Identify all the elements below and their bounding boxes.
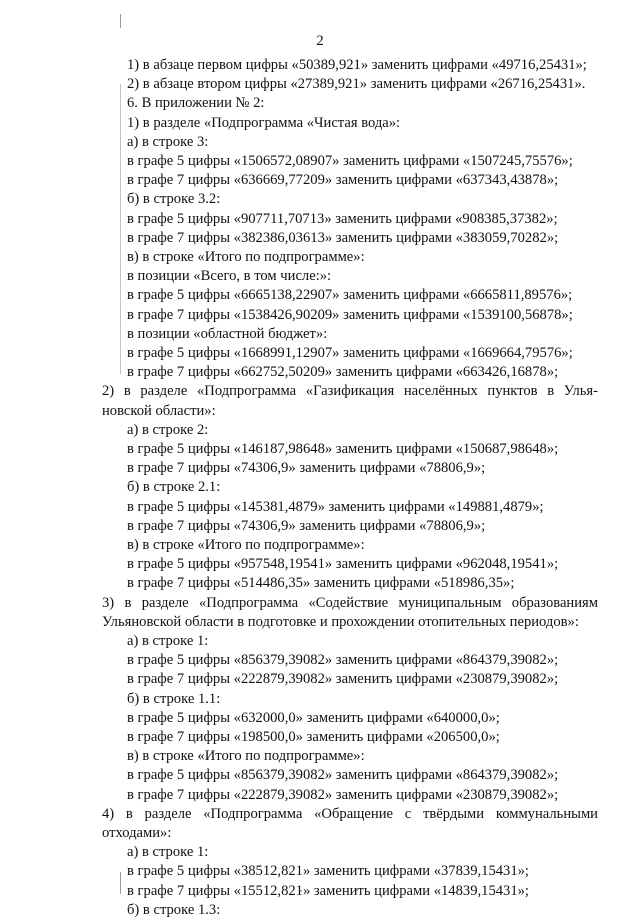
text-line: в графе 5 цифры «145381,4879» заменить цифрами «149881,4879»; <box>127 499 544 515</box>
text-line: б) в строке 1.1: <box>127 691 221 707</box>
page-number: 2 <box>316 33 324 49</box>
text-line: в графе 5 цифры «6665138,22907» заменить цифрами «6665811,89576»; <box>127 287 573 303</box>
text-line: а) в строке 1: <box>127 844 209 860</box>
text-line: в графе 7 цифры «662752,50209» заменить цифрами «663426,16878»; <box>127 364 559 380</box>
text-line: в графе 7 цифры «15512,821» заменить цифрами «14839,15431»; <box>127 883 529 899</box>
text-line: в позиции «областной бюджет»: <box>127 326 328 342</box>
text-line: в) в строке «Итого по подпрограмме»: <box>127 748 365 764</box>
text-line: 1) в разделе «Подпрограмма «Чистая вода»: <box>127 115 401 131</box>
text-line: б) в строке 3.2: <box>127 191 221 207</box>
text-line: в графе 7 цифры «74306,9» заменить цифрами «78806,9»; <box>127 518 486 534</box>
text-line: б) в строке 1.3: <box>127 902 221 918</box>
text-line: в графе 5 цифры «1668991,12907» заменить цифрами «1669664,79576»; <box>127 345 573 361</box>
text-line: в графе 7 цифры «222879,39082» заменить цифрами «230879,39082»; <box>127 671 559 687</box>
text-line: в графе 7 цифры «222879,39082» заменить цифрами «230879,39082»; <box>127 787 559 803</box>
text-line: 2) в разделе «Подпрограмма «Газификация населённых пунктов в Улья- <box>102 383 598 399</box>
text-line: в графе 5 цифры «1506572,08907» заменить цифрами «1507245,75576»; <box>127 153 573 169</box>
text-line: в графе 7 цифры «1538426,90209» заменить цифрами «1539100,56878»; <box>127 307 573 323</box>
text-line: в графе 5 цифры «907711,70713» заменить цифрами «908385,37382»; <box>127 211 558 227</box>
text-line: новской области»: <box>102 403 216 419</box>
text-line: в графе 5 цифры «957548,19541» заменить цифрами «962048,19541»; <box>127 556 559 572</box>
text-line: а) в строке 3: <box>127 134 209 150</box>
text-line: в графе 5 цифры «856379,39082» заменить цифрами «864379,39082»; <box>127 767 559 783</box>
text-line: в графе 5 цифры «856379,39082» заменить цифрами «864379,39082»; <box>127 652 559 668</box>
text-line: в графе 7 цифры «198500,0» заменить цифрами «206500,0»; <box>127 729 500 745</box>
text-line: 3) в разделе «Подпрограмма «Содействие муниципальным образованиям <box>102 595 598 611</box>
margin-mark-top <box>120 14 121 28</box>
margin-mark-upper <box>120 84 121 374</box>
text-line: а) в строке 1: <box>127 633 209 649</box>
text-line: отходами»: <box>102 825 172 841</box>
text-line: б) в строке 2.1: <box>127 479 221 495</box>
text-line: 2) в абзаце втором цифры «27389,921» заменить цифрами «26716,25431». <box>127 76 586 92</box>
text-line: 6. В приложении № 2: <box>127 95 265 111</box>
text-line: в графе 5 цифры «146187,98648» заменить цифрами «150687,98648»; <box>127 441 559 457</box>
text-line: а) в строке 2: <box>127 422 209 438</box>
text-line: в графе 7 цифры «636669,77209» заменить цифрами «637343,43878»; <box>127 172 559 188</box>
text-line: Ульяновской области в подготовке и прохождении отопительных периодов»: <box>102 614 579 630</box>
text-line: 1) в абзаце первом цифры «50389,921» заменить цифрами «49716,25431»; <box>127 57 587 73</box>
text-line: в позиции «Всего, в том числе:»: <box>127 268 332 284</box>
text-line: в графе 5 цифры «38512,821» заменить цифрами «37839,15431»; <box>127 863 529 879</box>
text-line: в графе 7 цифры «74306,9» заменить цифрами «78806,9»; <box>127 460 486 476</box>
text-line: в) в строке «Итого по подпрограмме»: <box>127 249 365 265</box>
text-line: в графе 7 цифры «382386,03613» заменить цифрами «383059,70282»; <box>127 230 559 246</box>
margin-mark-bottom <box>120 872 121 894</box>
text-line: в графе 7 цифры «514486,35» заменить цифрами «518986,35»; <box>127 575 515 591</box>
text-line: 4) в разделе «Подпрограмма «Обращение с твёрдыми коммунальными <box>102 806 598 822</box>
text-line: в) в строке «Итого по подпрограмме»: <box>127 537 365 553</box>
text-line: в графе 5 цифры «632000,0» заменить цифрами «640000,0»; <box>127 710 500 726</box>
